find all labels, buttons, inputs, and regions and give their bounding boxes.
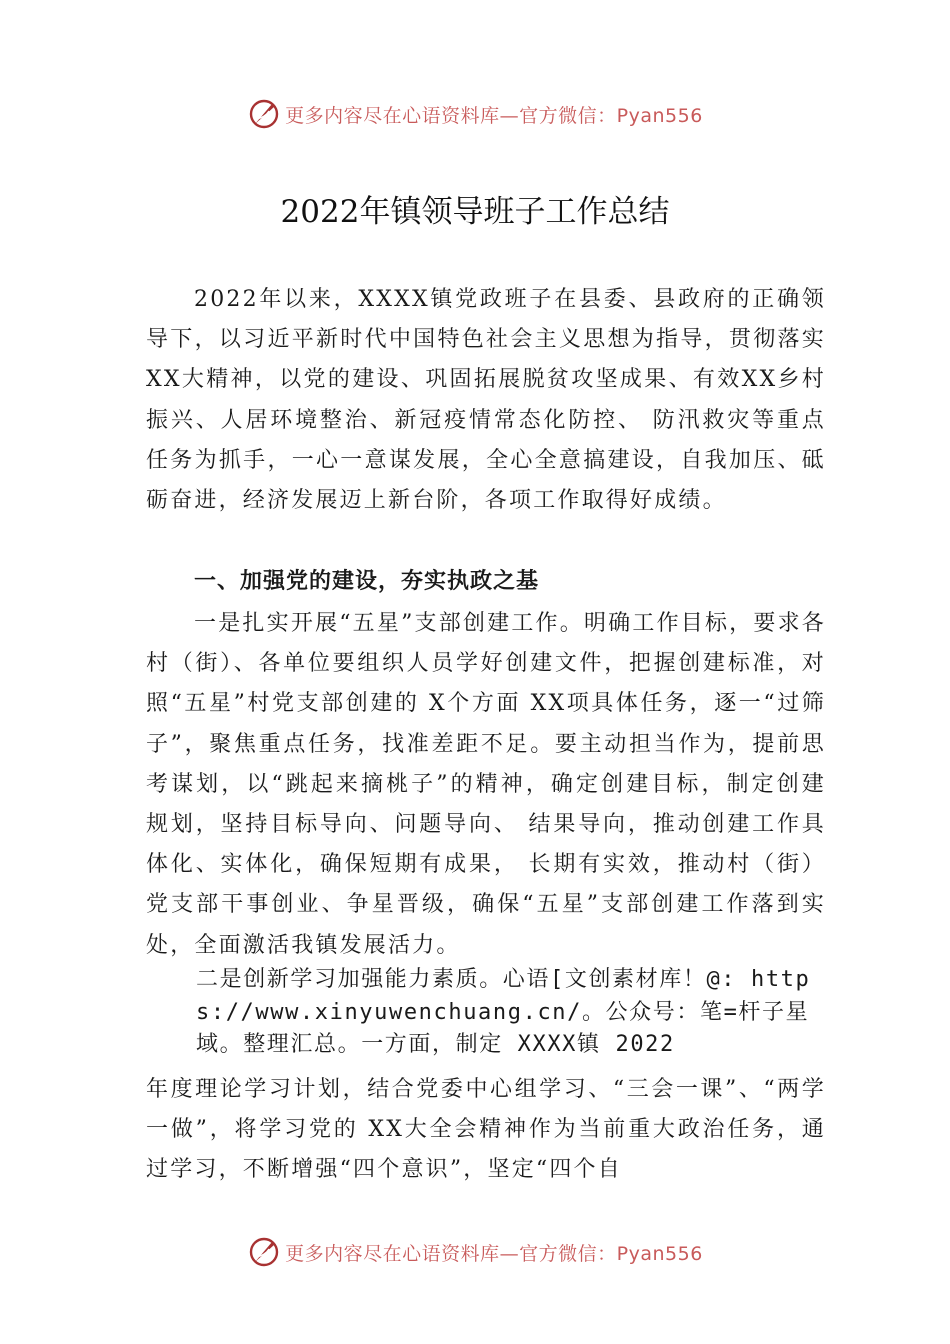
intro-paragraph: 2022年以来，XXXX镇党政班子在县委、县政府的正确领导下，以习近平新时代中国特色社会主义思想为指导，贯彻落实 XX大精神，以党的建设、巩固拓展脱贫攻坚成果、有效XX乡村振兴、人居环境整治、新冠疫情常态化防控、 防汛救灾等重点任务为抓手，一心一意谋发展，全心全意搞建设，自我加压、砥砺奋进，经济发展迈上新台阶，各项工作取得好成绩。 [146,287,826,514]
footer-banner [0,1232,950,1272]
banner-wechat-id: Pyan556 [616,1242,703,1265]
banner-text: 更多内容尽在心语资料库—官方微信：Pyan556 [285,104,703,127]
section-paragraph-2: 二是创新学习加强能力素质。心语[文创素材库！@: https://www.xinyuwenchuang.cn/。公众号：笔=杆子星域。整理汇总。一方面，制定 XXXX镇 2022 [196,967,811,1057]
section-paragraph-1: 一是扎实开展“五星”支部创建工作。明确工作目标，要求各村（街）、各单位要组织人员学好创建文件，把握创建标准，对照“五星”村党支部创建的 X个方面 XX项具体任务，逐一“过筛子”，聚焦重点任务，找准差距不足。要主动担当作为，提前思考谋划，以“跳起来摘桃子”的精神，确定创建目标，制定创建规划，坚持目标导向、问题导向、 结果导向，推动创建工作具体化、实体化，确保短期有成果， 长期有实效，推动村（街）党支部干事创业、争星晋级，确保“五星”支部创建工作落到实处，全面激活我镇发展活力。 [146,611,826,958]
header-banner [0,94,950,134]
quill-logo-icon [247,1235,281,1269]
section-paragraph-3: 年度理论学习计划，结合党委中心组学习、“三会一课”、“两学一做”，将学习党的 XX大全会精神作为当前重大政治任务，通过学习，不断增强“四个意识”，坚定“四个自 [146,1077,826,1183]
document-title: 2022年镇领导班子工作总结 [280,194,670,230]
quill-logo-icon [247,97,281,131]
section-heading: 一、加强党的建设，夯实执政之基 [194,569,540,594]
banner-wechat-id: Pyan556 [616,104,703,127]
banner-text: 更多内容尽在心语资料库—官方微信：Pyan556 [285,1242,703,1265]
